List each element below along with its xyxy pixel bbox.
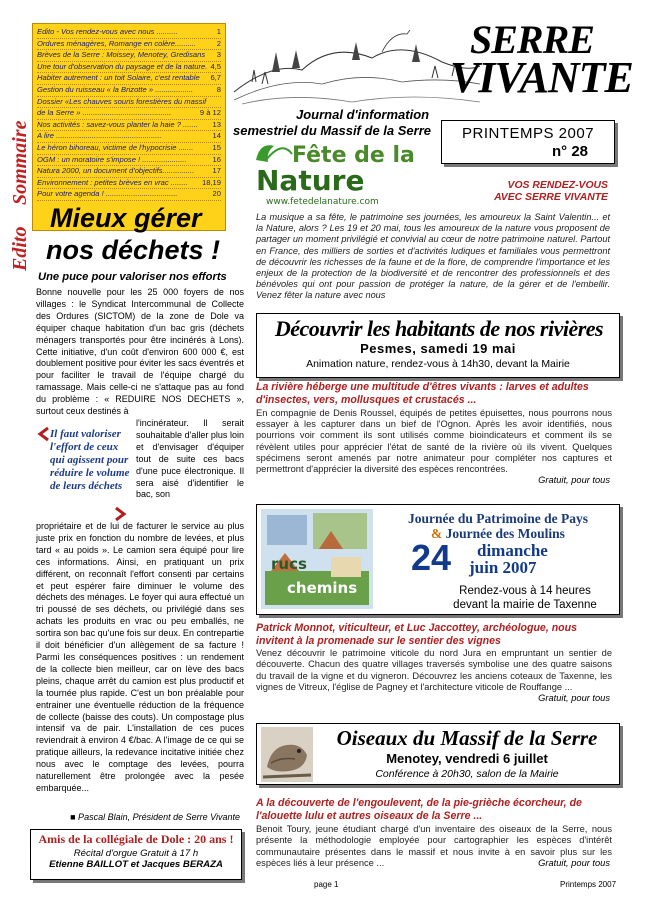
toc-item-page [219,97,221,108]
edito-title-line2: nos déchets ! [46,235,221,265]
photo-label-rucs: rucs [271,555,307,573]
event2-price: Gratuit, pour tous [538,693,610,703]
issue-number: n° 28 [552,143,589,160]
toc-item-page: 6,7 [210,73,221,83]
fete-logo-line1: Fête de la [292,143,415,168]
photo-label-chemins: chemins [287,579,358,597]
journal-title-vivante: VIVANTE [450,53,633,102]
event1-lead: La rivière héberge une multitude d'êtres vivants : larves et adultes d'insectes, vers, mollusques et crustacés ... [256,381,589,407]
event1-title: Découvrir les habitants de nos rivières [274,316,604,341]
toc-item-title: Ordures ménagères, Romange en colère.......... [37,38,197,48]
toc-item-title: de la Serre » .......................................... [37,108,172,118]
fete-logo-line2: Nature [256,164,365,197]
toc-item-page: 8 [216,84,221,94]
toc-item-title: Habiter autrement : un toit Solaire, c'est rentable [37,73,200,83]
toc-item-title: Environnement : petites brèves en vrac ........ [37,177,188,187]
event3-detail: Conférence à 20h30, salon de la Mairie [375,768,559,780]
edito-signature: ■ Pascal Blain, Président de Serre Vivante [70,812,240,822]
event3-date: Menotey, vendredi 6 juillet [386,751,548,766]
toc-item [37,85,221,97]
toc-item-page: 20 [212,189,221,199]
event2-lead: Patrick Monnot, viticulteur, et Luc Jaccottey, archéologue, nous invitent à la promenade sur le sentier des vignes [256,622,578,648]
event3-title: Oiseaux du Massif de la Serre [336,726,598,750]
edito-vertical-label [6,213,32,273]
journal-subtitle-line2: semestriel du Massif de la Serre [233,123,431,138]
toc-item-title: Pour votre agenda ! .................................. [37,189,178,199]
toc-item-title: A lire .................................................. [37,131,162,141]
toc-item-page: 16 [212,154,221,164]
event2-banner [256,504,620,615]
toc-item-page: 15 [212,142,221,152]
toc-item [37,155,221,167]
collegiale-title: Amis de la collégiale de Dole : 20 ans ! [38,832,234,846]
toc-item-title: Edito - Vos rendez-vous avec nous .......... [37,27,178,36]
toc-item [37,178,221,190]
event2-rendezvous [433,584,617,612]
event2-month: juin 2007 [469,558,537,577]
fete-de-la-nature-logo [252,138,427,208]
rdv-heading-line1: VOS RENDEZ-VOUS [507,180,608,191]
toc-item-title: Gestion du ruisseau « la Brizotte » .................. [37,84,194,94]
event2-journee-moulins-text: Journée des Moulins [445,526,565,541]
event2-day-number: 24 [411,537,452,578]
toc-item-page: 3 [216,50,221,60]
toc-item [37,27,221,39]
toc-item-title: Une tour d'observation du paysage et de la nature. [37,61,208,71]
pull-quote-text: Il faut valoriser l'effort de ceux qui agissent pour réduire le volume de leurs déchets [50,428,130,492]
toc-item [37,166,221,178]
village-photo-collage [261,509,373,609]
rdv-heading [440,180,608,203]
journal-title-serre: SERRE [470,17,594,62]
toc-item-title: Dossier «Les chauves souris forestières du massif [37,96,207,106]
event1-date: Pesmes, samedi 19 mai [360,341,516,356]
nightjar-bird-illustration [261,727,313,782]
event1-price: Gratuit, pour tous [538,475,610,485]
toc-item-page: 1 [216,27,221,36]
toc-item [37,62,221,74]
event3-banner [256,723,620,785]
footer-page-number: page 1 [314,880,339,889]
event3-body: Benoit Toury, jeune étudiant chargé d'un inventaire des oiseaux de la Serre, nous présente la méthodologie employée pour cartographier les espèces d'intérêt communautaire présentes dans le massif et nous invite à en savoir plus sur les espèces liés à leur présence ... [256,824,612,869]
event1-body: En compagnie de Denis Roussel, équipés de petites épuisettes, nous pourrons nous essayer à les capturer dans un bief de l'Ognon. Après les avoir identifiés, nous pourrions voir comment ils sont utilisés comme bioindicateurs et comment ils se révèlent utiles pour apprécier l'état de santé de la rivière où ils vivent. Quelques spécimens seront amenés par notre animateur pour compléter nos captures et permettront d'apprécier la diversité des espèces rencontrées. [256,408,612,475]
sommaire-vertical-label [6,40,34,210]
toc-item [37,108,221,120]
footer-season: Printemps 2007 [560,880,617,889]
event3-price: Gratuit, pour tous [538,858,610,868]
event2-ampersand: & [431,526,443,541]
rdv-heading-line2: AVEC SERRE VIVANTE [494,191,608,203]
toc-item-title: Nos activités : savez-vous planter la haie ? ....... [37,119,198,129]
issue-box [441,120,615,164]
toc-item [37,73,221,85]
toc-item-title: Brèves de la Serre : Moissey, Menotey, Gredisans [37,50,206,60]
event2-weekday: dimanche [477,541,548,560]
toc-item-page: 4,5 [210,61,221,71]
event2-journee-patrimoine: Journée du Patrimoine de Pays [408,511,588,526]
toc-item [37,120,221,132]
journal-subtitle-line1: Journal d'information [296,107,430,122]
table-of-contents [32,23,226,231]
toc-item [37,97,221,109]
toc-item [37,189,221,201]
event2-body: Venez découvrir le patrimoine viticole du nord Jura en empruntant un sentier de découverte. Chacun des quatre villages traversés symbolise une des quatre saisons du travail de la vigne et du vigneron. Découvrez les anciens coteaux de Taxenne, les vignes de Vitreux, l'église de Pagney et l'architecture viticole de Rouffange ... [256,648,612,693]
fete-intro-text: La musique a sa fête, le patrimoine ses journées, les amoureux la Saint Valentin... et la Nature, alors ? Les 19 et 20 mai, tous les amoureux de la nature vous proposent de partager un moment privilégié et convivial au cœur de notre patrimoine naturel. Partout en France, des milliers de sorties et d'activités ludiques et familiales vous permettront de découvrir les richesses de la faune et de la flore, de comprendre l'importance et les enjeux de la protection de la biodiversité et de rencontrer des professionnels et des bénévoles qui ont pour passion de protéger la nature, de la gérer et de l'embellir. Venez fêter la nature avec nous [256,212,610,301]
sommaire-label-text: Sommaire [9,120,31,205]
toc-item-page: 9 à 12 [199,108,221,118]
event2-rdv-line1: Rendez-vous à 14 heures [459,585,591,597]
collegiale-box [30,829,242,880]
event1-banner [256,313,620,378]
edito-paragraph-2: l'incinérateur. Il serait souhaitable d'aller plus loin et d'envisager d'équiper tout de suite ces bacs d'une puce électronique. Il sera aisé d'identifier le bac, son [136,418,244,500]
toc-item-title: Natura 2000, un document d'objectifs............... [37,166,195,176]
edito-pull-quote [36,426,130,522]
quote-close-icon [112,506,128,522]
toc-item [37,131,221,143]
edito-subtitle: Une puce pour valoriser nos efforts [38,271,227,283]
toc-item [37,50,221,62]
toc-item [37,39,221,51]
toc-item-page: 14 [212,131,221,141]
toc-item-title: OGM : un moratoire s'impose ! ..................... [37,154,187,164]
toc-item-title: Le héron bihoreau, victime de l'hypocrisie ....... [37,142,194,152]
toc-item-page: 2 [216,38,221,48]
collegiale-artists: Etienne BAILLOT et Jacques BERAZA [49,859,223,870]
masthead-landscape-illustration [232,22,482,114]
edito-label-text: Edito [9,226,31,271]
edito-paragraph-1: Bonne nouvelle pour les 25 000 foyers de nos villages : le Syndicat Intercommunal de Collecte des Ordures (SICTOM) de la zone de Dole va équiper chaque habitation d'un bac gris (déchets ménagers transportés pour être incinérés à Lons). Cette initiative, d'un coût d'environ 600 000 €, est doublement positive pour éviter les sacs éventrés et pour faciliter le travail de l'équipe chargé du ramassage. Mais celle-ci ne s'attaque pas au fond du problème : « REDUIRE NOS DECHETS », surtout ceux destinés à [36,287,244,417]
event1-detail: Animation nature, rendez-vous à 14h30, devant la Mairie [306,358,570,370]
event2-rdv-line2: devant la mairie de Taxenne [453,599,597,611]
toc-item-page: 18,19 [201,177,221,187]
fete-logo-url: www.fetedelanature.com [266,197,379,207]
event3-lead: A la découverte de l'engoulevent, de la pie-grièche écorcheur, de l'alouette lulu et autres oiseaux de la Serre ... [256,797,582,823]
toc-item-page: 17 [212,166,221,176]
edito-paragraph-3: propriétaire et de lui de facturer le service au plus juste prix en fonction du nombre de levées, et plus tard « au poids ». Le camion sera équipé pour lire ces informations. Ainsi, en pratiquant un prix différent, on reconnaît l'effort consenti par certains et peut espérer faire diminuer le volume des déchets des ménages. Le foyer qui aura effectué un tri poussé de ses déchets, ou privilégié dans ses achats les produits en vrac ou peu emballés, ne sortira son bac qu'une fois sur deux. En contrepartie il doit bénéficier d'un allègement de sa facture ! Parmi les conséquences positives : un rendement de la collecte bien meilleur, car on lève des bacs pleins, chaque arrêt du camion est plus productif et la tournée plus rapide. C'est un bon préalable pour entrainer une éventuelle réduction de la fréquence de collecte (baisse des couts). Un compostage plus intensif va de pair. L'installation de ces puces reviendrait à environ 4 €/bac. A l'image de ce qui se pratique ailleurs, la redevance incitative initiée chez nous avec le comptage des levées, pourra naturellement être prolongée avec la pesée embarquée... [36,521,244,793]
collegiale-recital: Récital d'orgue Gratuit à 17 h [73,848,199,859]
edito-title-line1: Mieux gérer [50,203,202,233]
toc-item [37,143,221,155]
issue-season: PRINTEMPS 2007 [462,125,595,142]
toc-item-page: 13 [212,119,221,129]
